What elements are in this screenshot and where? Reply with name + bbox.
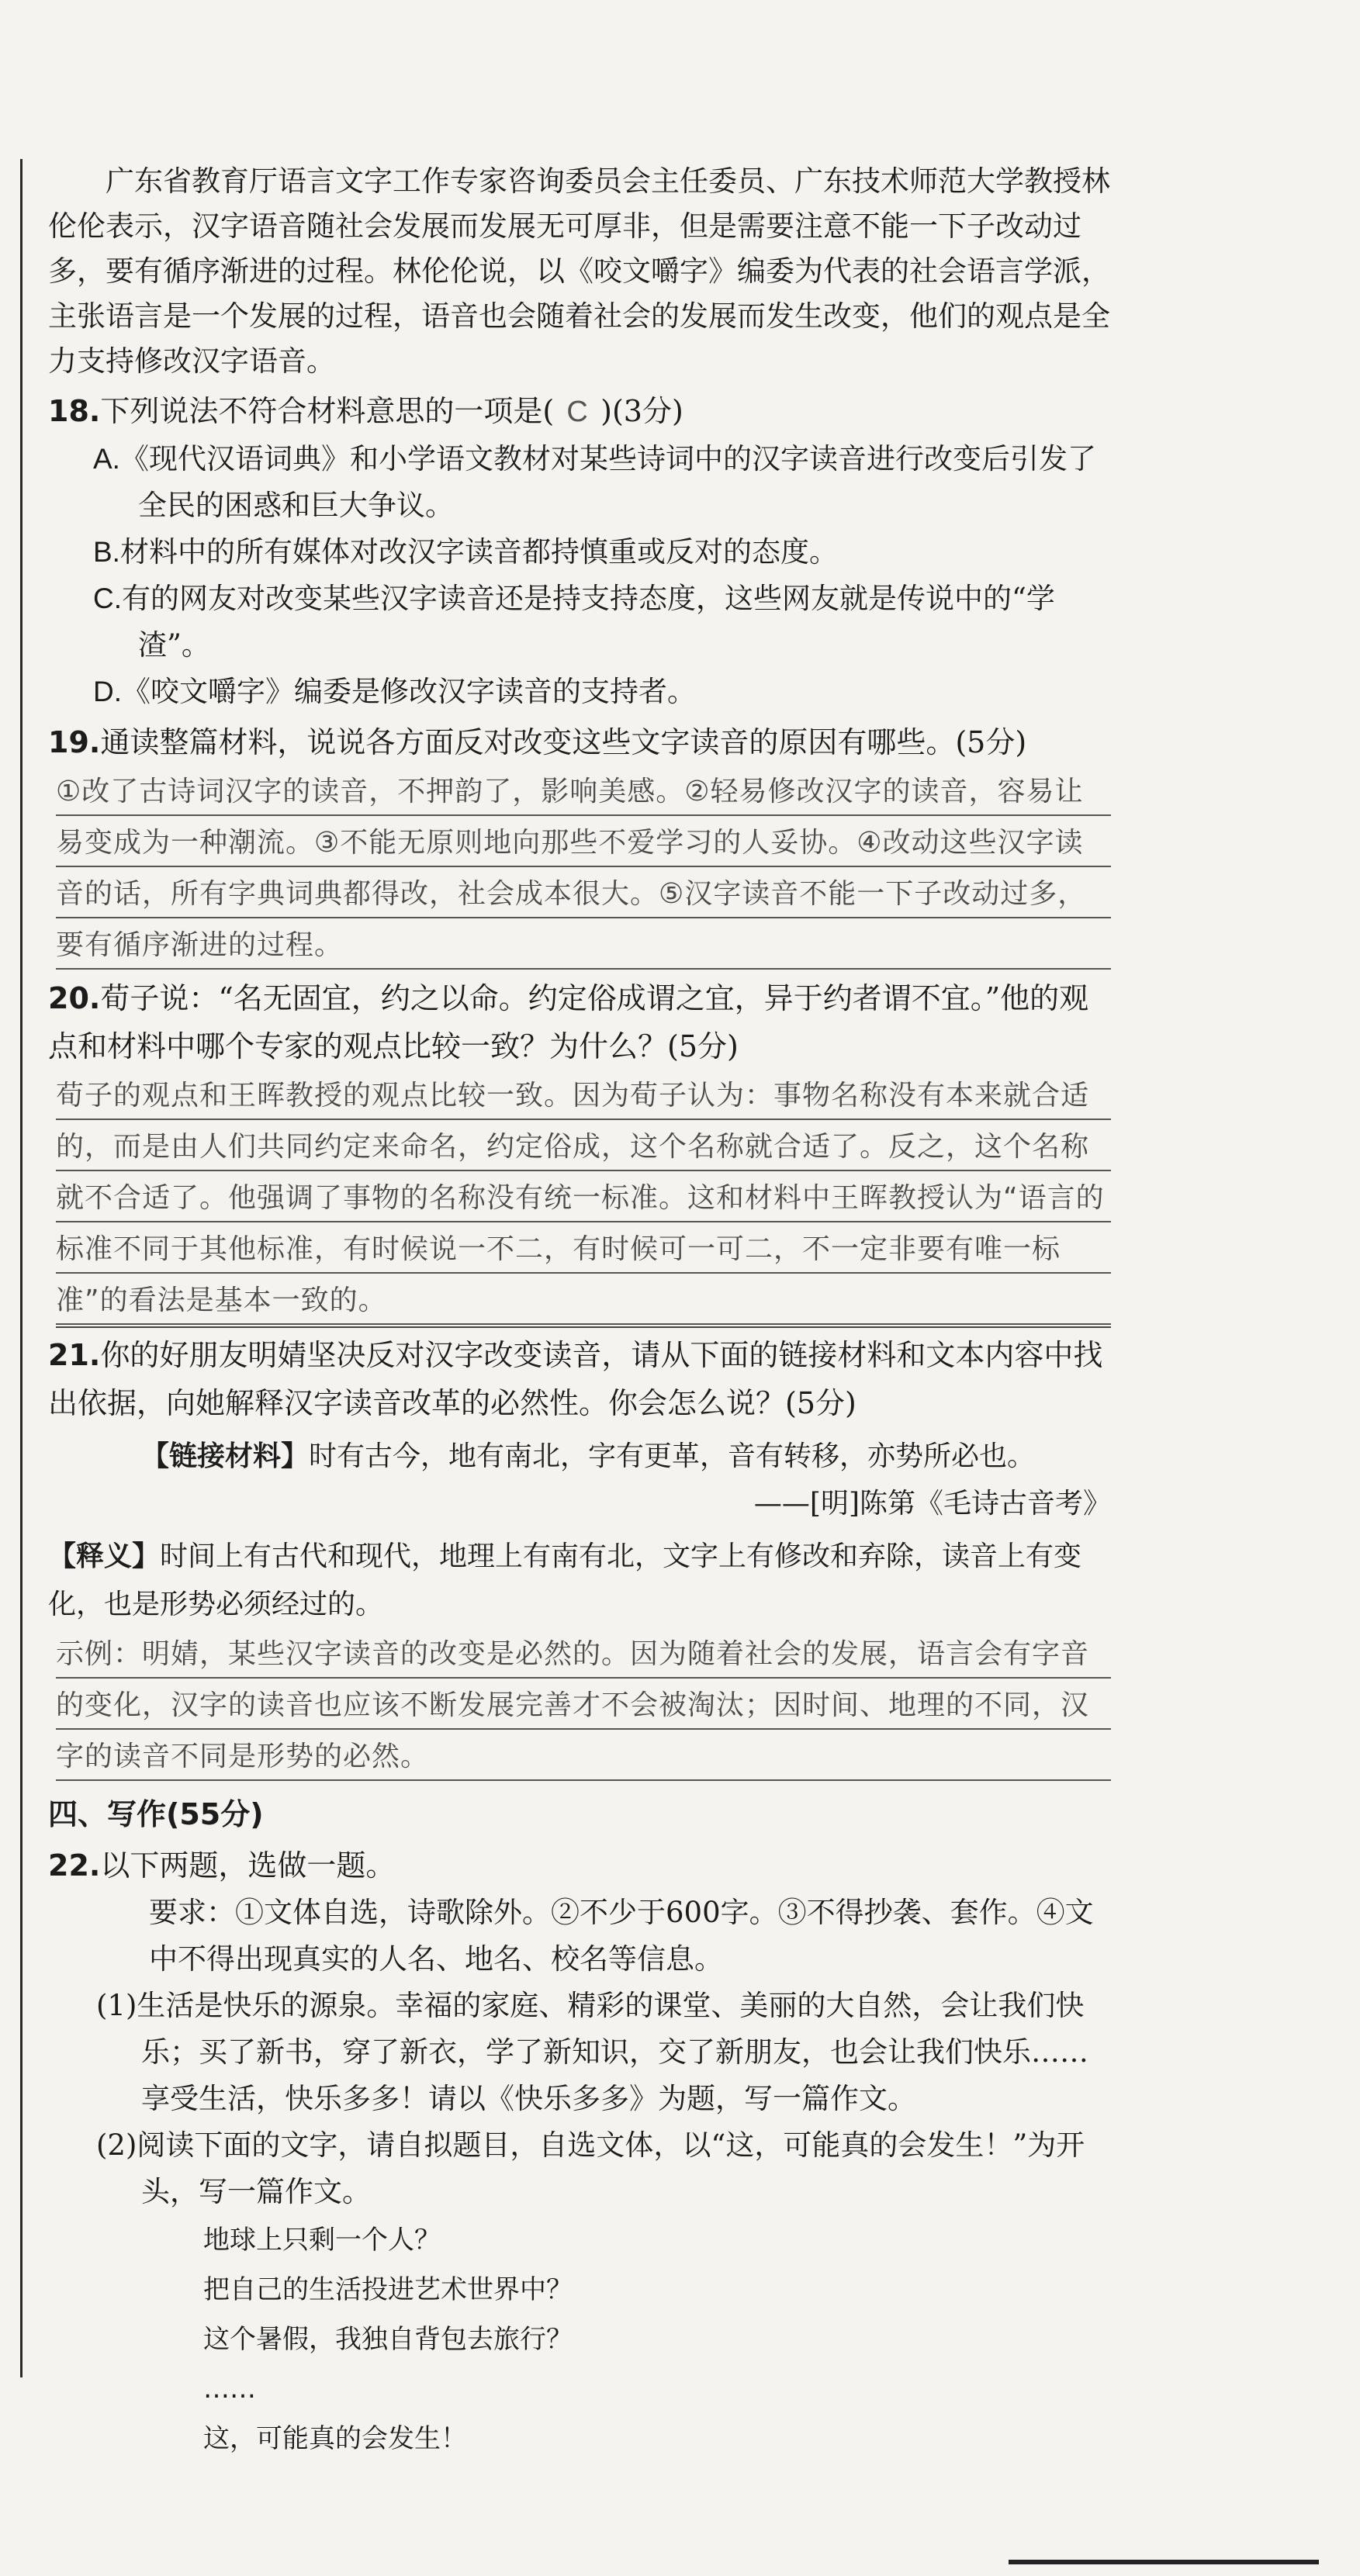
- content: [48, 159, 1111, 2464]
- topic-1: (1)生活是快乐的源泉。幸福的家庭、精彩的课堂、美丽的大自然，会让我们快乐；买了新书，穿了新衣，学了新知识，交了新朋友，也会让我们快乐……享受生活，快乐多多！请以《快乐多多》为题，写一篇作文。: [96, 1989, 1088, 2115]
- question-number: 18.: [48, 394, 101, 428]
- explain-label: 【释义】: [48, 1540, 161, 1572]
- option-a: A.《现代汉语词典》和小学语文教材对某些诗词中的汉字读音进行改变后引发了全民的困惑和巨大争议。: [93, 442, 1096, 522]
- handwritten-answer: 示例：明婧，某些汉字读音的改变是必然的。因为随着社会的发展，语言会有字音的变化，汉字的读音也应该不断发展完善才不会被淘汰；因时间、地理的不同，汉字的读音不同是形势的必然。: [56, 1629, 1111, 1782]
- link-text: 时有古今，地有南北，字有更革，音有转移，亦势所必也。: [309, 1440, 1036, 1472]
- question-stem: 荀子说：“名无固宜，约之以命。约定俗成谓之宜，异于约者谓不宜。”他的观点和材料中哪个专家的观点比较一致？为什么？(5分): [48, 981, 1089, 1063]
- prompt-line: 这，可能真的会发生！: [203, 2423, 467, 2454]
- requirements: 要求：①文体自选，诗歌除外。②不少于600字。③不得抄袭、套作。④文中不得出现真实的人名、地名、校名等信息。: [149, 1896, 1094, 1976]
- prompt-line: 把自己的生活投进艺术世界中？: [203, 2274, 573, 2305]
- option-c: C.有的网友对改变某些汉字读音还是持支持态度，这些网友就是传说中的“学渣”。: [93, 582, 1055, 662]
- question-number: 21.: [48, 1338, 101, 1372]
- link-material: [48, 1432, 1111, 1481]
- question-20: [48, 974, 1111, 1326]
- prompt-lines: [48, 2215, 1111, 2464]
- link-source: ——[明]陈第《毛诗古音考》: [753, 1488, 1111, 1520]
- margin-line: [20, 159, 22, 2377]
- prompt-line: 这个暑假，我独自背包去旅行？: [203, 2324, 573, 2355]
- question-18: [48, 387, 1111, 715]
- divider: [56, 1326, 1111, 1328]
- question-number: 22.: [48, 1848, 101, 1883]
- intro-paragraph: 广东省教育厅语言文字工作专家咨询委员会主任委员、广东技术师范大学教授林伦伦表示，汉字语音随社会发展而发展无可厚非，但是需要注意不能一下子改动过多，要有循序渐进的过程。林伦伦说，以《咬文嚼字》编委为代表的社会语言学派，主张语言是一个发展的过程，语音也会随着社会的发展而发生改变，他们的观点是全力支持修改汉字语音。: [48, 164, 1110, 378]
- question-stem: 以下两题，选做一题。: [100, 1848, 396, 1883]
- question-19: [48, 718, 1111, 971]
- option-d: D.《咬文嚼字》编委是修改汉字读音的支持者。: [93, 675, 696, 708]
- scan-edge-mark: [1009, 2560, 1319, 2564]
- explain-text: 时间上有古代和现代，地理上有南有北，文字上有修改和弃除，读音上有变化，也是形势必须经过的。: [48, 1540, 1082, 1620]
- question-22: [48, 1841, 1111, 2464]
- question-stem: 通读整篇材料，说说各方面反对改变这些文字读音的原因有哪些。(5分): [100, 725, 1027, 759]
- handwritten-answer: ①改了古诗词汉字的读音，不押韵了，影响美感。②轻易修改汉字的读音，容易让易变成为一种潮流。③不能无原则地向那些不爱学习的人妥协。④改动这些汉字读音的话，所有字典词典都得改，社会成本很大。⑤汉字读音不能一下子改动过多，要有循序渐进的过程。: [56, 766, 1111, 971]
- question-score: )(3分): [600, 394, 683, 428]
- prompt-line: ……: [203, 2374, 256, 2405]
- question-number: 20.: [48, 981, 101, 1015]
- section-heading: 四、写作(55分): [48, 1797, 264, 1831]
- handwritten-answer: 荀子的观点和王晖教授的观点比较一致。因为荀子认为：事物名称没有本来就合适的，而是由人们共同约定来命名，约定俗成，这个名称就合适了。反之，这个名称就不合适了。他强调了事物的名称没有统一标准。这和材料中王晖教授认为“语言的标准不同于其他标准，有时候说一不二，有时候可一可二，不一定非要有唯一标准”的看法是基本一致的。: [56, 1070, 1111, 1326]
- question-number: 19.: [48, 725, 101, 759]
- question-21: [48, 1331, 1111, 1782]
- answer-choice: C: [566, 396, 588, 428]
- explanation: [48, 1532, 1111, 1629]
- question-stem: 下列说法不符合材料意思的一项是(: [100, 394, 555, 428]
- question-stem: 你的好朋友明婧坚决反对汉字改变读音，请从下面的链接材料和文本内容中找出依据，向她解释汉字读音改革的必然性。你会怎么说？(5分): [48, 1338, 1103, 1420]
- option-b: B.材料中的所有媒体对改汉字读音都持慎重或反对的态度。: [93, 535, 838, 569]
- topic-2: (2)阅读下面的文字，请自拟题目，自选文体，以“这，可能真的会发生！”为开头，写一篇作文。: [96, 2128, 1085, 2208]
- link-label: 【链接材料】: [141, 1440, 310, 1472]
- prompt-line: 地球上只剩一个人？: [203, 2225, 441, 2256]
